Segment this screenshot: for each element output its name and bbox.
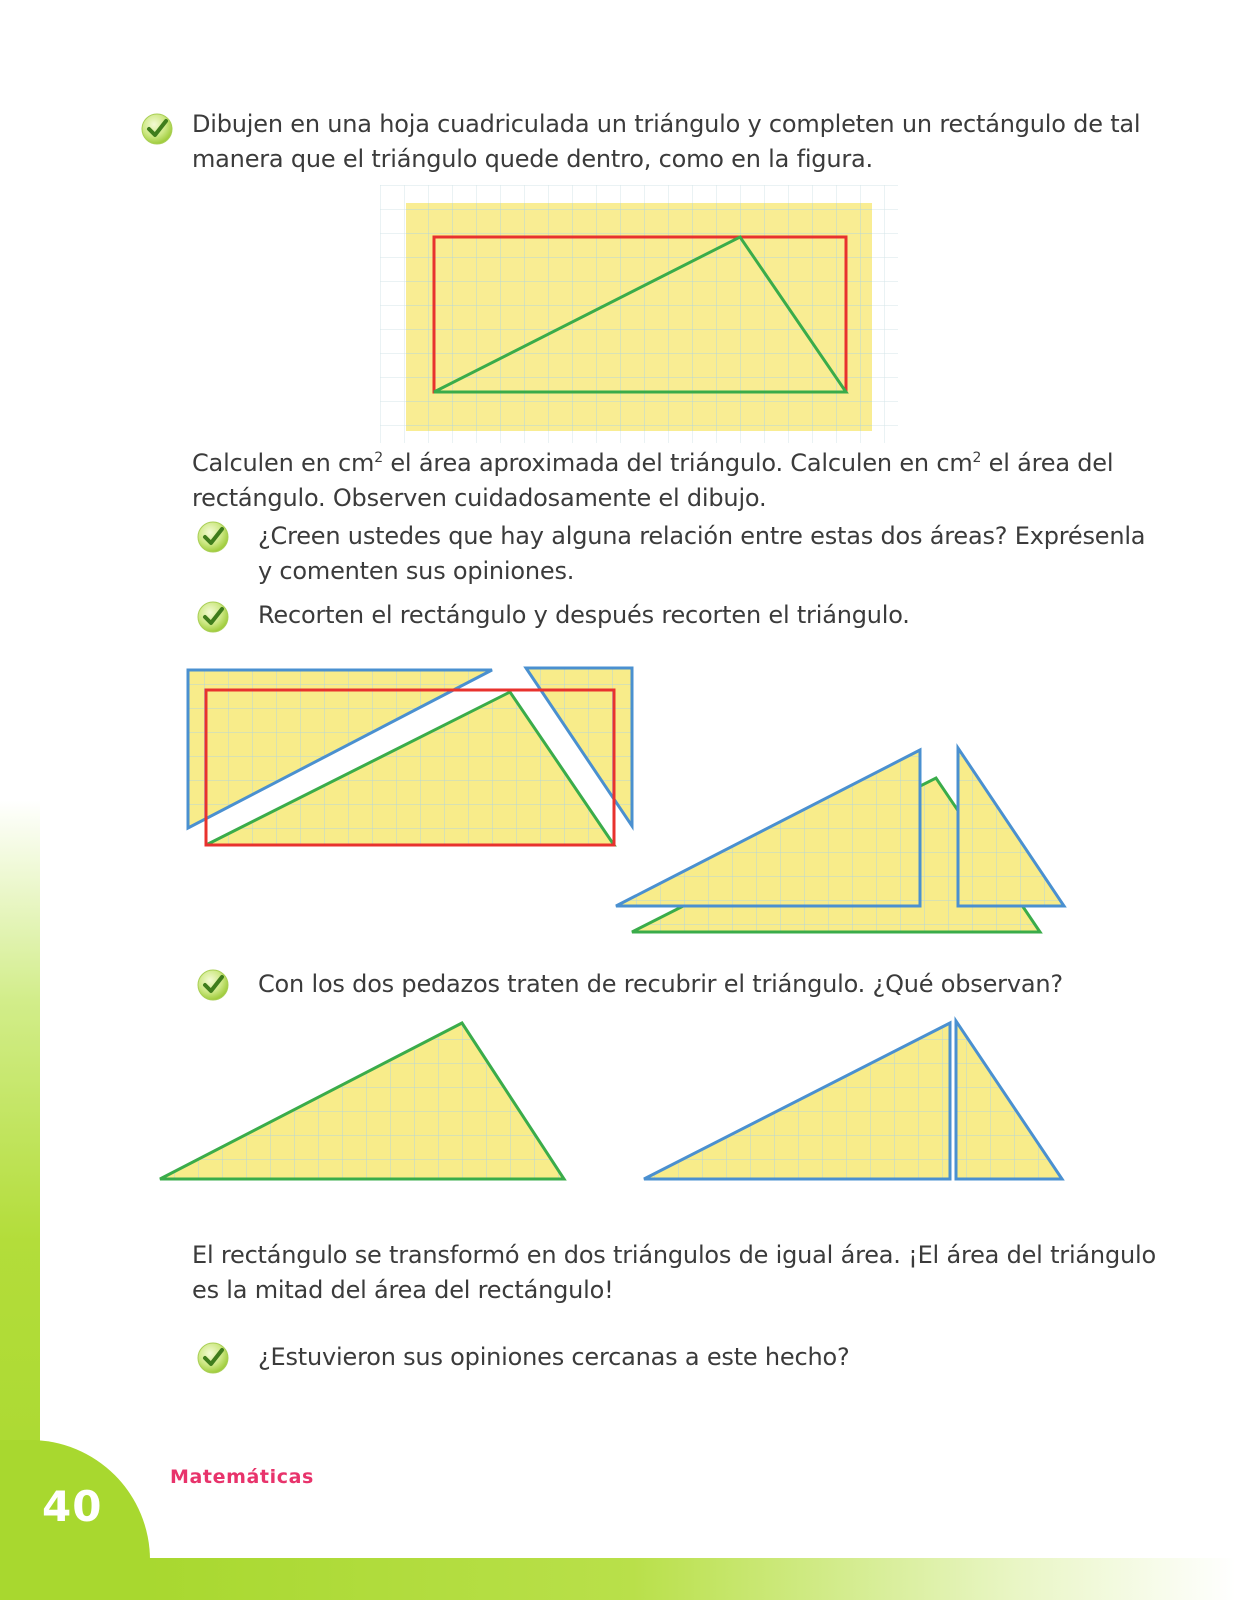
- check-icon: [196, 968, 230, 1002]
- question-cut-text: Recorten el rectángulo y después recorten el triángulo.: [258, 601, 910, 629]
- text-line: El rectángulo se transformó en dos triángulos de igual área. ¡El área del triángulo: [192, 1241, 1156, 1269]
- text-line: Dibujen en una hoja cuadriculada un triángulo y completen un rectángulo de tal: [192, 110, 1141, 138]
- check-icon: [196, 600, 230, 634]
- figure-cut-pieces: [180, 660, 1080, 950]
- text-line: es la mitad del área del rectángulo!: [192, 1276, 614, 1304]
- question-relation-text: [258, 519, 1145, 589]
- conclusion-text: [192, 1238, 1156, 1308]
- bottom-decorative-bar: [140, 1558, 1236, 1600]
- subject-label: Matemáticas: [170, 1466, 314, 1488]
- text-line: rectángulo. Observen cuidadosamente el dibujo.: [192, 484, 767, 512]
- text-line: Calculen en $cm^2$ el área aproximada del triángulo. Calculen en $cm^2$ el área del: [192, 449, 1114, 477]
- text-line: ¿Creen ustedes que hay alguna relación entre estas dos áreas? Exprésenla: [258, 522, 1146, 550]
- question-opinions-text: ¿Estuvieron sus opiniones cercanas a este hecho?: [258, 1343, 850, 1371]
- page-number: 40: [42, 1482, 103, 1531]
- instruction-calculate-text: [192, 441, 1113, 516]
- figure-comparison: [150, 1015, 1080, 1195]
- instruction-draw-text: [192, 107, 1140, 177]
- text-line: manera que el triángulo quede dentro, como en la figura.: [192, 145, 873, 173]
- check-icon: [196, 1341, 230, 1375]
- figure-rectangle-triangle: [380, 185, 900, 445]
- question-cover-text: Con los dos pedazos traten de recubrir el triángulo. ¿Qué observan?: [258, 970, 1063, 998]
- text-line: y comenten sus opiniones.: [258, 557, 575, 585]
- check-icon: [140, 112, 174, 146]
- check-icon: [196, 520, 230, 554]
